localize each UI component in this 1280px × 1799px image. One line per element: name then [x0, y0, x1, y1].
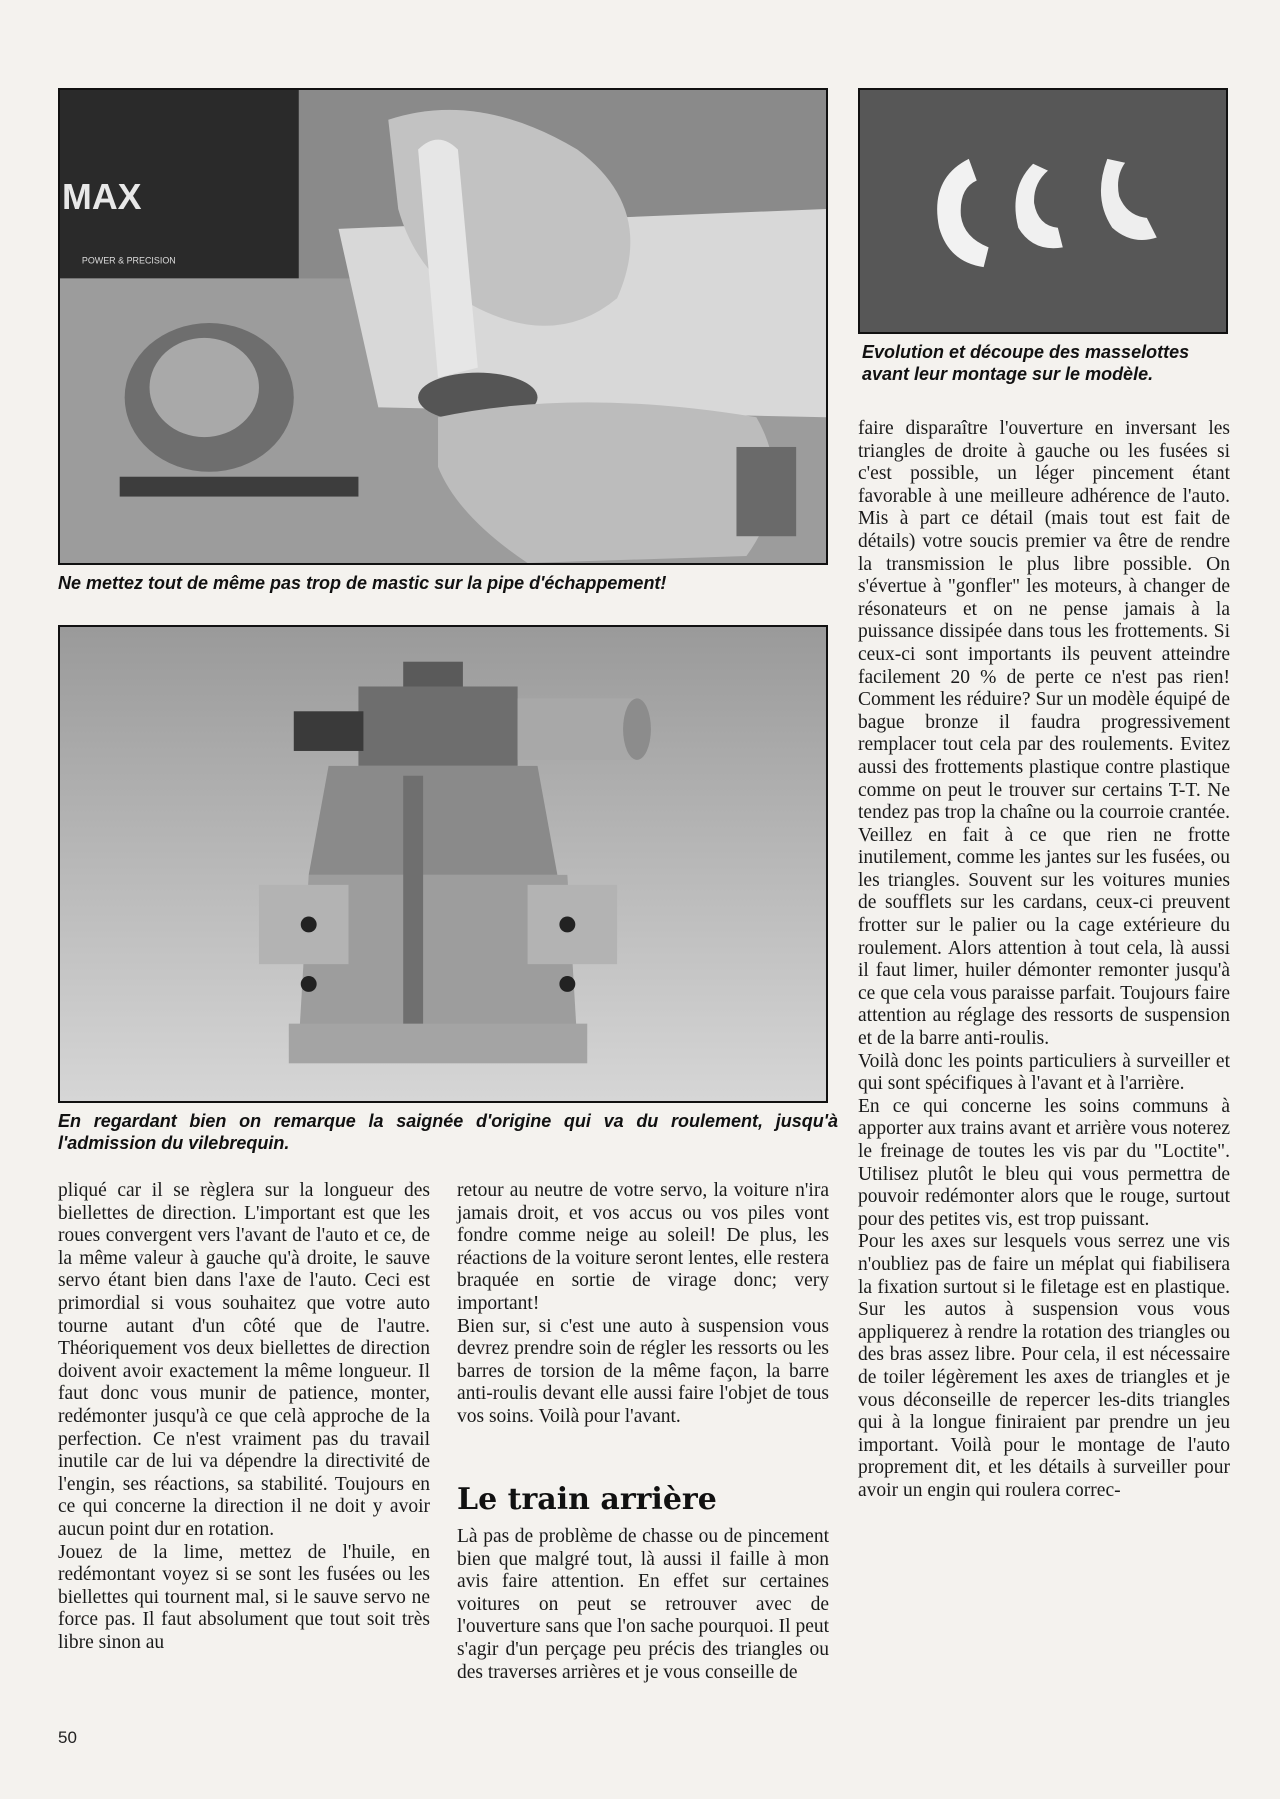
- photo-engine-sealant: [58, 88, 828, 565]
- paragraph: Là pas de problème de chasse ou de pincement bien que malgré tout, là aussi il faille à mon avis faire attention. En effet sur certaines voitures on peut se retrouver avec de l'ouverture sans que l'on sache pourquoi. Il peut s'agir d'un perçage peu précis des triangles ou des traverses arrières et je vous conseille de: [457, 1526, 830, 1683]
- paragraph: Jouez de la lime, mettez de l'huile, en redémontant voyez si se sont les fusées ou les biellettes qui tournent mal, si le sauve servo ne force pas. Il faut absolument que tout soit très libre sinon au: [58, 1541, 430, 1653]
- paragraph: Bien sur, si c'est une auto à suspension vous devrez prendre soin de régler les ressorts ou les barres de torsion de la même façon, la barre anti-roulis devant elle aussi faire l'objet de tous vos soins. Voilà pour l'avant.: [457, 1315, 829, 1427]
- photo-counterweights: [858, 88, 1228, 334]
- box-brand-text: MAX: [61, 177, 142, 217]
- caption-photo-2: En regardant bien on remarque la saignée d'origine qui va du roulement, jusqu'à l'admission du vilebrequin.: [58, 1111, 838, 1153]
- photo-engine-crankcase: [58, 625, 828, 1103]
- paragraph: Voilà donc les points particuliers à surveiller et qui sont spécifiques à l'avant et à l'arrière.: [858, 1050, 1230, 1095]
- caption-photo-1: Ne mettez tout de même pas trop de mastic sur la pipe d'échappement!: [58, 573, 667, 593]
- photo-engine-sealant-image: [60, 90, 826, 563]
- photo-counterweights-image: [860, 90, 1226, 332]
- paragraph: pliqué car il se règlera sur la longueur des biellettes de direction. L'important est que les roues convergent vers l'avant de l'auto et ce, de la même valeur à gauche qu'à droite, le sauve servo étant bien dans l'axe de l'auto. Ceci est primordial si vous souhaitez que votre auto tourne autant d'un côté que de l'autre. Théoriquement vos deux biellettes de direction doivent avoir exactement la même longueur. Il faut donc vous munir de patience, monter, redémonter jusqu'à ce que celà approche de la perfection. Ce n'est vraiment pas du travail inutile car de lui va dépendre la directivité de l'engin, ses réactions, sa stabilité. Toujours en ce qui concerne la direction il ne doit y avoir aucun point dur en rotation.: [58, 1180, 430, 1540]
- paragraph: Pour les axes sur lesquels vous serrez une vis n'oubliez pas de faire un méplat qui fiabilisera la fixation surtout si le filetage est en plastique. Sur les autos à suspension vous vous appliquerez à rendre la rotation des triangles ou des bras assez libre. Pour cela, il est nécessaire de toiler légèrement les axes de triangles et je vous déconseille de repercer les-dits triangles qui à la longue finiraient par prendre un jeu important. Voilà pour le montage de l'auto proprement dit, et les détails à surveiller pour avoir un engin qui roulera correc-: [858, 1231, 1230, 1501]
- paragraph: faire disparaître l'ouverture en inversant les triangles de droite à gauche ou les fusées si c'est possible, un léger pincement étant favorable à une meilleure adhérence de l'auto. Mis à part ce détail (mais tout est fait de détails) votre soucis premier va être de rendre la transmission le plus libre possible. On s'évertue à "gonfler" les moteurs, à changer de résonateurs et on ne pense jamais à la puissance dissipée dans tous les frottements. Si ceux-ci sont importants ils peuvent atteindre facilement 20 % de perte ce n'est pas rien! Comment les réduire? Sur un modèle équipé de bague bronze il faudra progressivement remplacer tout cela par des roulements. Evitez aussi des frottements plastique contre plastique comme on peut le trouver sur certains T-T. Ne tendez pas trop la chaîne ou la courroie crantée. Veillez en fait à ce que rien ne frotte inutilement, comme les jantes sur les fusées, ou les triangles. Souvent sur les voitures munies de soufflets sur les cardans, ceux-ci preuvent frotter sur le palier ou la cage extérieure du roulement. Alors attention à tout cela, là aussi il faut limer, huiler démonter remonter jusqu'à ce que cela vous paraisse parfait. Toujours faire attention au réglage des ressorts de suspension et de la barre anti-roulis.: [858, 418, 1230, 1050]
- column-middle-bottom: [457, 1526, 829, 1684]
- photo-engine-crankcase-image: [60, 627, 826, 1101]
- box-tagline-text: POWER & PRECISION: [81, 255, 176, 266]
- column-left: [58, 1180, 430, 1654]
- column-right: [858, 418, 1230, 1503]
- section-heading: Le train arrière: [457, 1482, 717, 1517]
- page-number: 50: [58, 1728, 77, 1747]
- paragraph: En ce qui concerne les soins communs à apporter aux trains avant et arrière vous noterez le freinage de toutes les vis par du "Loctite". Utilisez plutôt le bleu qui vous permettra de pouvoir redémonter alors que le rouge, surtout pour des petites vis, est trop puissant.: [858, 1095, 1230, 1230]
- caption-photo-3: Evolution et découpe des masselottes avant leur montage sur le modèle.: [862, 342, 1190, 384]
- paragraph: retour au neutre de votre servo, la voiture n'ira jamais droit, et vos accus ou vos piles vont fondre comme neige au soleil! De plus, les réactions de la voiture seront lentes, elle restera braquée en sortie de virage donc; very important!: [457, 1180, 829, 1314]
- column-middle-top: [457, 1180, 829, 1429]
